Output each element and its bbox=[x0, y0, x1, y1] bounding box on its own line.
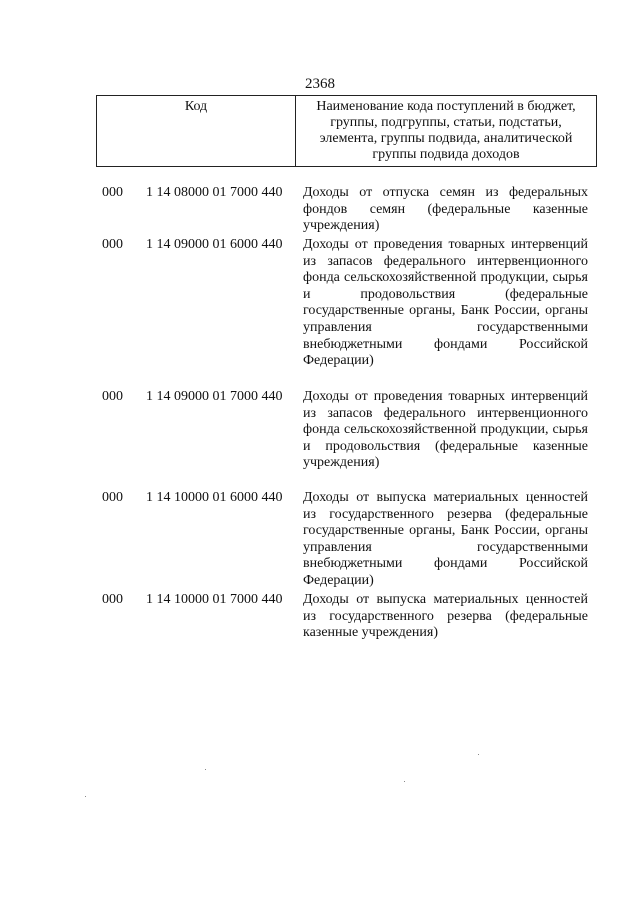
scan-speck bbox=[205, 769, 206, 770]
budget-code: 1 14 09000 01 6000 440 bbox=[146, 237, 283, 252]
budget-code: 1 14 09000 01 7000 440 bbox=[146, 389, 283, 404]
admin-code: 000 bbox=[102, 185, 123, 200]
page-number: 2368 bbox=[305, 76, 335, 92]
table-header bbox=[96, 95, 597, 167]
header-code-column: Код bbox=[97, 96, 296, 166]
admin-code: 000 bbox=[102, 389, 123, 404]
income-description: Доходы от выпуска материальных ценностей из государственного резерва (федеральные государственные органы, Банк России, органы управления государственными внебюджетными фондами Российской Федерации) bbox=[303, 490, 588, 588]
admin-code: 000 bbox=[102, 237, 123, 252]
admin-code: 000 bbox=[102, 592, 123, 607]
scan-speck bbox=[404, 781, 405, 782]
scan-speck bbox=[85, 796, 86, 797]
scan-speck bbox=[478, 754, 479, 755]
income-description: Доходы от выпуска материальных ценностей из государственного резерва (федеральные казенные учреждения) bbox=[303, 592, 588, 641]
income-description: Доходы от проведения товарных интервенций из запасов федерального интервенционного фонда сельскохозяйственной продукции, сырья и продовольствия (федеральные государственные органы, Банк России, органы управления государственными внебюджетными фондами Российской Федерации) bbox=[303, 237, 588, 369]
header-name-column: Наименование кода поступлений в бюджет, группы, подгруппы, статьи, подстатьи, элемента, группы подвида, аналитической группы подвида доходов bbox=[316, 99, 576, 162]
budget-code: 1 14 08000 01 7000 440 bbox=[146, 185, 283, 200]
budget-code: 1 14 10000 01 6000 440 bbox=[146, 490, 283, 505]
income-description: Доходы от отпуска семян из федеральных фондов семян (федеральные казенные учреждения) bbox=[303, 185, 588, 234]
admin-code: 000 bbox=[102, 490, 123, 505]
budget-code: 1 14 10000 01 7000 440 bbox=[146, 592, 283, 607]
income-description: Доходы от проведения товарных интервенций из запасов федерального интервенционного фонда сельскохозяйственной продукции, сырья и продовольствия (федеральные казенные учреждения) bbox=[303, 389, 588, 471]
